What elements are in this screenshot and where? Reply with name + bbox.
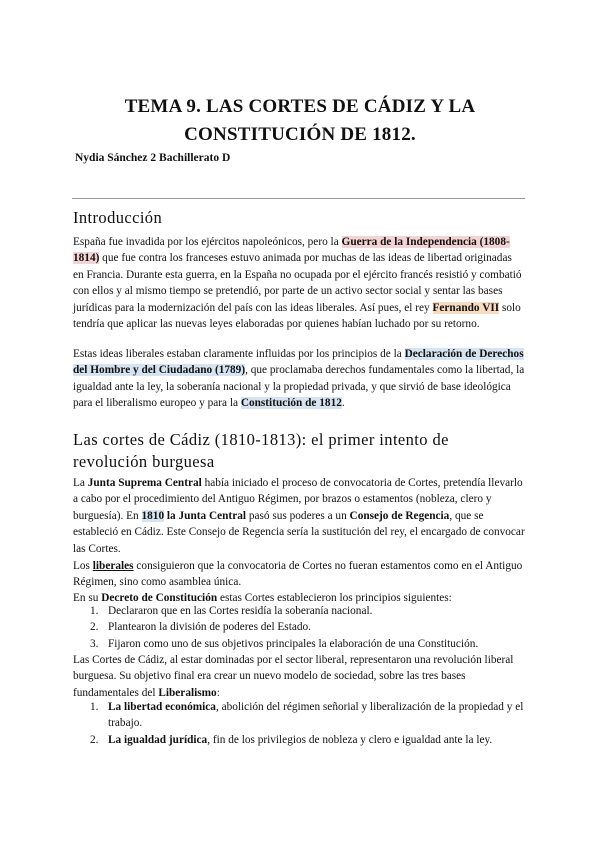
heading-introduccion: Introducción	[73, 208, 163, 227]
list-number: 2.	[90, 733, 99, 746]
text-span: había iniciado el proceso de convocatoria de Cortes, pretendía llevarlo a cabo por el procedimiento del Antiguo Régimen, por brazos o estamentos (nobleza, clero y burguesía). En	[73, 477, 523, 522]
cortes-paragraph-2	[73, 558, 525, 591]
highlight-constitucion-1812: Constitución de 1812	[240, 397, 342, 410]
text-span: La	[73, 477, 88, 489]
list-item	[90, 699, 525, 732]
text-span: , que se estableció en Cádiz. Este Consejo de Regencia sería la sustitución del rey, el encargado de convocar las Cortes.	[73, 509, 525, 555]
principios-list	[90, 603, 525, 652]
list-item-bold: La igualdad jurídica	[108, 733, 208, 746]
text-span: solo tendría que aplicar las nuevas leyes elaboradas por quienes habían luchado por su retorno.	[73, 301, 521, 331]
text-span: Estas ideas liberales estaban claramente influidas por los principios de la	[73, 348, 405, 360]
list-item-text: , fin de los privilegios de nobleza y clero e igualdad ante la ley.	[207, 733, 493, 746]
text-span: España fue invadida por los ejércitos napoleónicos, pero la	[73, 236, 342, 248]
list-item	[90, 603, 525, 619]
text-span: , que proclamaba derechos fundamentales como la libertad, la igualdad ante la ley, la soberanía nacional y la propiedad privada, y que sirvió de base ideológica para el liberalismo europeo y para la	[73, 364, 525, 410]
text-span: estas Cortes establecieron los principios siguientes:	[217, 592, 452, 604]
document-title	[60, 93, 540, 149]
author-line: Nydia Sánchez 2 Bachillerato D	[75, 152, 231, 164]
highlight-fernando-vii: Fernando VII	[432, 301, 500, 314]
bases-list	[90, 699, 525, 748]
text-span: Los	[73, 560, 93, 572]
text-span: consiguieron que la convocatoria de Cortes no fueran estamentos como en el Antiguo Régimen, sino como asamblea única.	[73, 560, 523, 589]
list-item	[90, 619, 525, 635]
list-number: 3.	[90, 637, 99, 650]
intro-paragraph-2	[73, 346, 525, 412]
text-span: Las Cortes de Cádiz, al estar dominadas por el sector liberal, representaron una revolución liberal burguesa. Su objetivo final era crear un nuevo modelo de sociedad, sobre las tres bases fundamentales del	[73, 654, 514, 699]
highlight-guerra-independencia: Guerra de la Independencia (1808-1814)	[73, 236, 510, 265]
list-item-text: Declararon que en las Cortes residía la soberanía nacional.	[108, 605, 373, 617]
title-line-2: CONSTITUCIÓN DE 1812.	[184, 124, 416, 145]
text-span: En su	[73, 592, 102, 604]
heading-cortes-cadiz: Las cortes de Cádiz (1810-1813): el primer intento de revolución burguesa	[73, 430, 449, 471]
list-item	[90, 636, 525, 652]
title-line-1: TEMA 9. LAS CORTES DE CÁDIZ Y LA	[124, 96, 476, 117]
list-item-text: Plantearon la división de poderes del Estado.	[108, 621, 311, 634]
text-span: pasó sus poderes a un	[246, 509, 350, 522]
list-number: 1.	[90, 605, 99, 617]
bold-consejo-regencia: Consejo de Regencia	[349, 509, 450, 522]
bold-junta-suprema: Junta Suprema Central	[87, 477, 202, 489]
list-item-bold: La libertad económica	[108, 701, 216, 713]
cortes-paragraph-4	[73, 652, 525, 701]
cortes-paragraph-1	[73, 475, 525, 557]
horizontal-divider	[72, 198, 525, 199]
text-span: :	[216, 686, 220, 699]
highlight-1810: 1810	[141, 509, 165, 522]
bold-liberales: liberales	[92, 560, 134, 572]
bold-junta-central: la Junta Central	[164, 509, 246, 522]
list-item	[90, 732, 525, 748]
text-span: .	[341, 397, 345, 410]
list-number: 2.	[90, 621, 99, 634]
highlight-declaracion-derechos: Declaración de Derechos del Hombre y del Ciudadano (1789)	[73, 348, 524, 377]
list-item-text: , abolición del régimen señorial y liberalización de la propiedad y el trabajo.	[108, 701, 524, 730]
bold-decreto-constitucion: Decreto de Constitución	[101, 592, 218, 604]
text-span: que fue contra los franceses estuvo animada por muchas de las ideas de libertad originadas en Francia. Durante esta guerra, en la España no ocupada por el ejército francés resistió y combatió con ellos y al mismo tiempo se pretendió, por parte de un activo sector social y sentar las bases jurídicas para la modernización del país con las ideas liberales. Así pues, el rey	[73, 252, 522, 314]
intro-paragraph-1	[73, 234, 525, 332]
list-item-text: Fijaron como uno de sus objetivos principales la elaboración de una Constitución.	[108, 637, 479, 650]
bold-liberalismo: Liberalismo	[158, 686, 217, 699]
list-number: 1.	[90, 701, 99, 713]
